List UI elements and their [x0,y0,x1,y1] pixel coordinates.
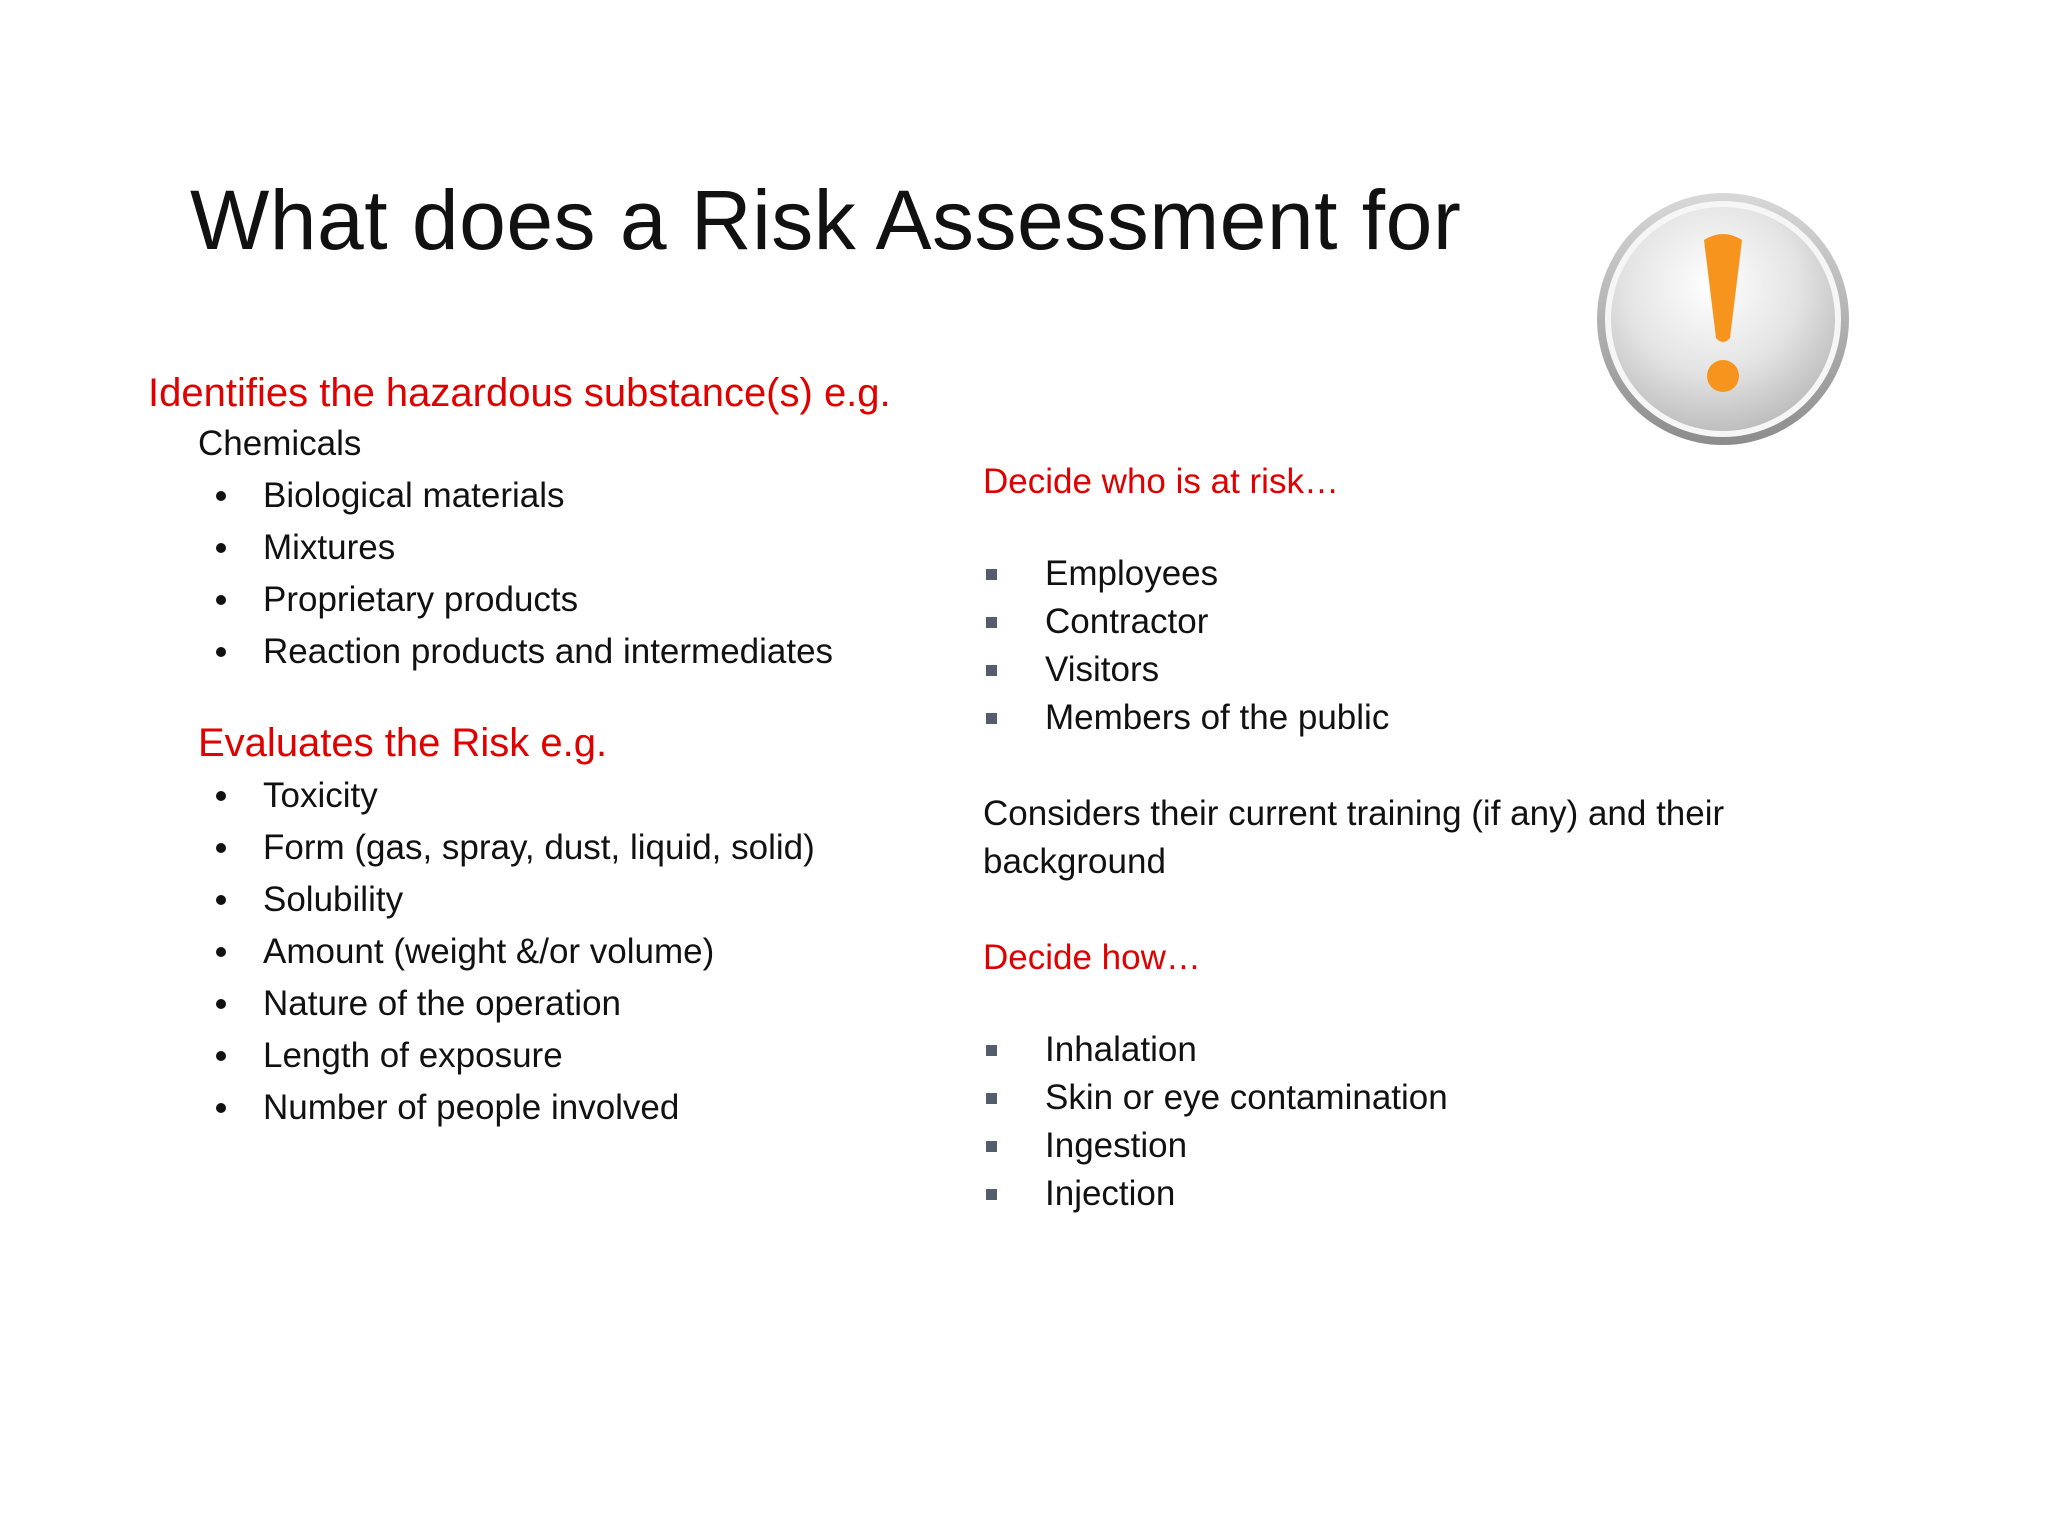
list-item: Reaction products and intermediates [198,626,948,678]
list-item: Length of exposure [198,1030,948,1082]
list-item: Toxicity [198,770,948,822]
list-item: Form (gas, spray, dust, liquid, solid) [198,822,948,874]
bullet-icon [216,647,226,657]
square-bullet-icon [986,1141,997,1152]
list-item: Proprietary products [198,574,948,626]
bullet-icon [216,895,226,905]
slide-title: What does a Risk Assessment for [190,173,1462,267]
risk-factor-list [148,770,948,1134]
list-item: Contractor [983,598,1883,646]
list-item: Visitors [983,646,1883,694]
people-list [983,550,1883,742]
square-bullet-icon [986,1189,997,1200]
bullet-icon [216,947,226,957]
list-item: Biological materials [198,470,948,522]
bullet-icon [216,595,226,605]
exclamation-warning-icon [1592,188,1854,450]
list-item: Ingestion [983,1122,1883,1170]
bullet-icon [216,999,226,1009]
list-item: Inhalation [983,1026,1883,1074]
list-item: Nature of the operation [198,978,948,1030]
list-item: Solubility [198,874,948,926]
bullet-icon [216,843,226,853]
list-item: Number of people involved [198,1082,948,1134]
right-column [983,458,1883,1218]
list-item: Injection [983,1170,1883,1218]
left-column [148,368,948,1134]
square-bullet-icon [986,1045,997,1056]
hazard-heading: Identifies the hazardous substance(s) e.g. [148,371,891,415]
evaluate-heading: Evaluates the Risk e.g. [198,721,608,765]
chemicals-item: Chemicals [198,424,362,463]
bullet-icon [216,791,226,801]
square-bullet-icon [986,665,997,676]
bullet-icon [216,543,226,553]
square-bullet-icon [986,617,997,628]
square-bullet-icon [986,1093,997,1104]
exposure-route-list [983,1026,1883,1218]
square-bullet-icon [986,569,997,580]
decide-how-heading: Decide how… [983,938,1201,977]
square-bullet-icon [986,713,997,724]
list-item: Employees [983,550,1883,598]
training-paragraph: Considers their current training (if any) and their background [983,794,1725,881]
bullet-icon [216,1103,226,1113]
list-item: Members of the public [983,694,1883,742]
list-item: Skin or eye contamination [983,1074,1883,1122]
list-item: Mixtures [198,522,948,574]
bullet-icon [216,1051,226,1061]
substance-list [148,470,948,678]
list-item: Amount (weight &/or volume) [198,926,948,978]
who-at-risk-heading: Decide who is at risk… [983,462,1339,501]
bullet-icon [216,491,226,501]
